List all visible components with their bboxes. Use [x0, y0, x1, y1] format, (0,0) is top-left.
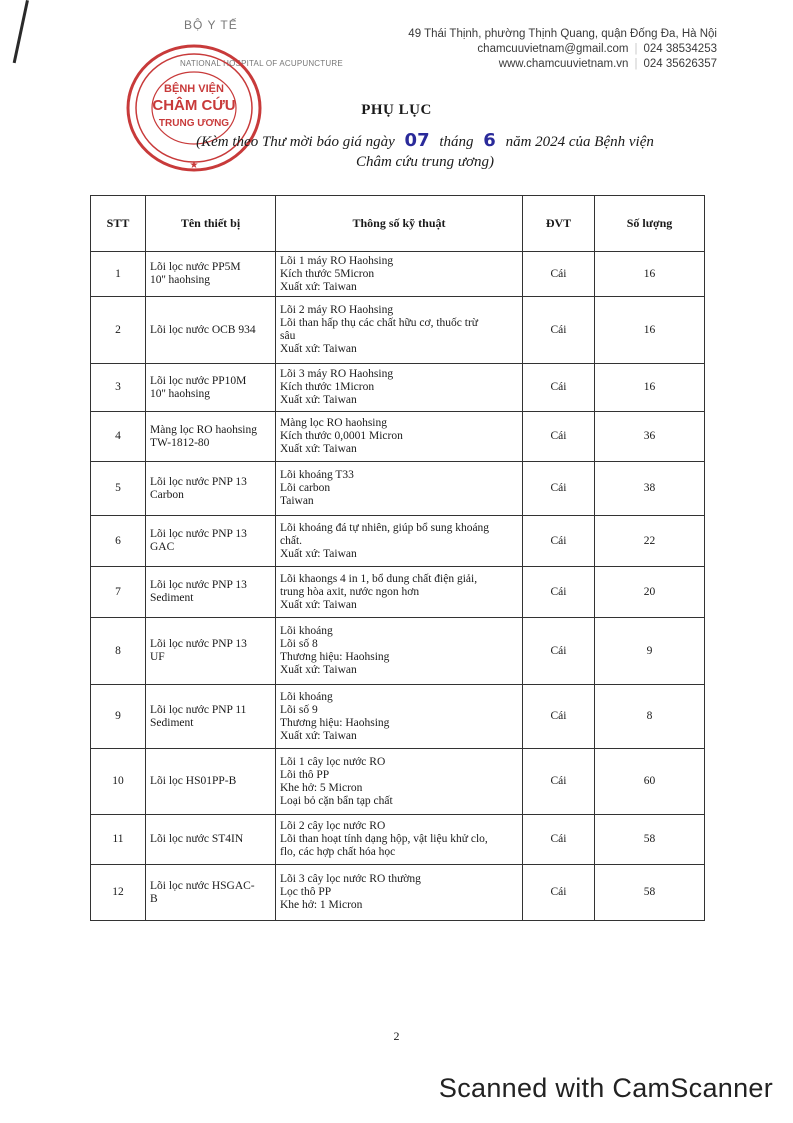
- table-row: [91, 412, 705, 462]
- cell-stt: 6: [91, 516, 146, 567]
- device-name-line: Lõi lọc nước PP10M: [150, 374, 247, 387]
- ministry-name: BỘ Y TẾ: [184, 18, 238, 32]
- cell-device-name: [146, 815, 276, 865]
- spec-line: Xuất xứ: Taiwan: [280, 664, 357, 676]
- cell-stt: 9: [91, 685, 146, 749]
- spec-line: Lõi khoáng: [280, 690, 333, 703]
- table-row: [91, 462, 705, 516]
- header-unit: ĐVT: [523, 196, 595, 252]
- spec-line: Xuất xứ: Taiwan: [280, 343, 357, 355]
- header-quantity: Số lượng: [595, 196, 705, 252]
- scan-edge-mark: [13, 0, 29, 63]
- spec-line: Xuất xứ: Taiwan: [280, 598, 357, 611]
- spec-line: Lõi khoáng: [280, 625, 333, 637]
- cell-stt: 3: [91, 364, 146, 412]
- spec-line: sâu: [280, 330, 296, 342]
- spec-line: Kích thước 0,0001 Micron: [280, 430, 403, 442]
- cell-specifications: [276, 462, 523, 516]
- cell-quantity: 16: [595, 364, 705, 412]
- cell-stt: 7: [91, 567, 146, 618]
- cell-specifications: [276, 412, 523, 462]
- contact-email: chamcuuvietnam@gmail.com: [477, 43, 629, 55]
- table-row: [91, 516, 705, 567]
- cell-unit: Cái: [523, 412, 595, 462]
- cell-unit: Cái: [523, 749, 595, 815]
- spec-line: Xuất xứ: Taiwan: [280, 443, 357, 455]
- table-row: [91, 252, 705, 297]
- cell-unit: Cái: [523, 865, 595, 921]
- table-row: [91, 685, 705, 749]
- handwritten-month: 6: [483, 130, 496, 151]
- header-specifications: Thông số kỹ thuật: [276, 196, 523, 252]
- device-name-line: Màng lọc RO haohsing: [150, 423, 258, 436]
- cell-device-name: [146, 252, 276, 297]
- page-number: 2: [393, 1029, 400, 1043]
- table-row: [91, 865, 705, 921]
- cell-quantity: 58: [595, 815, 705, 865]
- cell-unit: Cái: [523, 618, 595, 685]
- device-name-line: Sediment: [150, 716, 194, 729]
- spec-line: Lõi 3 máy RO Haohsing: [280, 368, 394, 380]
- subtitle-month-word: tháng: [439, 134, 474, 150]
- cell-specifications: [276, 685, 523, 749]
- spec-line: Lõi khoáng đá tự nhiên, giúp bổ sung khoáng: [280, 521, 490, 534]
- cell-stt: 4: [91, 412, 146, 462]
- spec-line: Xuất xứ: Taiwan: [280, 280, 357, 293]
- spec-line: Lõi khaongs 4 in 1, bổ dung chất điện giải,: [280, 572, 478, 585]
- stamp-main-text: CHÂM CỨU: [152, 97, 236, 114]
- cell-device-name: [146, 567, 276, 618]
- document-subtitle: [150, 131, 700, 172]
- contact-address: 49 Thái Thịnh, phường Thịnh Quang, quận Đống Đa, Hà Nội: [408, 28, 717, 40]
- cell-stt: 11: [91, 815, 146, 865]
- cell-specifications: [276, 618, 523, 685]
- cell-stt: 12: [91, 865, 146, 921]
- cell-device-name: [146, 618, 276, 685]
- spec-line: Lõi 2 máy RO Haohsing: [280, 304, 394, 316]
- device-name-line: UF: [150, 651, 165, 663]
- stamp-top-text: BỆNH VIỆN: [164, 83, 224, 95]
- contact-block: 49 Thái Thịnh, phường Thịnh Quang, quận Đống Đa, Hà Nội chamcuuvietnam@gmail.com | 024 38534253 www.chamcuuvietnam.vn | 024 35626357: [408, 28, 717, 70]
- cell-specifications: [276, 815, 523, 865]
- spec-line: Lõi than hoạt tính dạng hộp, vật liệu khử clo,: [280, 833, 488, 845]
- spec-line: Taiwan: [280, 495, 314, 507]
- spec-line: Thương hiệu: Haohsing: [280, 651, 390, 663]
- spec-line: trung hòa axit, nước ngon hơn: [280, 585, 420, 598]
- cell-specifications: [276, 252, 523, 297]
- document-title: PHỤ LỤC: [361, 102, 432, 118]
- contact-website: www.chamcuuvietnam.vn: [498, 58, 629, 70]
- spec-line: Màng lọc RO haohsing: [280, 417, 388, 429]
- cell-specifications: [276, 364, 523, 412]
- spec-line: Lõi 2 cây lọc nước RO: [280, 820, 386, 832]
- cell-specifications: [276, 516, 523, 567]
- cell-quantity: 22: [595, 516, 705, 567]
- cell-quantity: 38: [595, 462, 705, 516]
- stamp-bottom-text: TRUNG ƯƠNG: [158, 118, 230, 129]
- device-name-line: 10'' haohsing: [150, 274, 211, 286]
- device-name-line: Lõi lọc nước PP5M: [150, 261, 241, 273]
- cell-unit: Cái: [523, 567, 595, 618]
- spec-line: Lõi thô PP: [280, 768, 330, 781]
- spec-line: Lõi carbon: [280, 482, 331, 494]
- cell-unit: Cái: [523, 685, 595, 749]
- spec-line: Lõi 1 cây lọc nước RO: [280, 755, 386, 768]
- cell-stt: 8: [91, 618, 146, 685]
- device-name-line: Carbon: [150, 488, 184, 501]
- subtitle-suffix: năm 2024 của Bệnh viện: [505, 134, 654, 150]
- cell-stt: 10: [91, 749, 146, 815]
- header-stt: STT: [91, 196, 146, 252]
- spec-line: Lõi than hấp thụ các chất hữu cơ, thuốc trừ: [280, 317, 479, 329]
- spec-line: Kích thước 1Micron: [280, 381, 375, 393]
- spec-line: Lõi 3 cây lọc nước RO thường: [280, 873, 421, 885]
- cell-specifications: [276, 749, 523, 815]
- device-name-line: Lõi lọc HS01PP-B: [150, 775, 237, 787]
- spec-line: Loại bỏ cặn bẩn tạp chất: [280, 794, 393, 807]
- cell-quantity: 58: [595, 865, 705, 921]
- equipment-table: [90, 195, 705, 921]
- cell-unit: Cái: [523, 516, 595, 567]
- camscanner-watermark: Scanned with CamScanner: [438, 1073, 773, 1103]
- cell-device-name: [146, 685, 276, 749]
- table-row: [91, 749, 705, 815]
- spec-line: Xuất xứ: Taiwan: [280, 729, 357, 742]
- device-name-line: B: [150, 892, 158, 905]
- device-name-line: Lõi lọc nước PNP 13: [150, 579, 247, 591]
- spec-line: flo, các hợp chất hóa học: [280, 846, 396, 858]
- cell-quantity: 8: [595, 685, 705, 749]
- svg-text:★: ★: [189, 160, 199, 171]
- spec-line: Kích thước 5Micron: [280, 267, 375, 280]
- table-row: [91, 567, 705, 618]
- spec-line: Xuất xứ: Taiwan: [280, 394, 357, 406]
- spec-line: chất.: [280, 534, 303, 547]
- subtitle-prefix: (Kèm theo Thư mời báo giá ngày: [196, 134, 395, 150]
- cell-quantity: 16: [595, 297, 705, 364]
- table-row: [91, 364, 705, 412]
- cell-unit: Cái: [523, 815, 595, 865]
- cell-unit: Cái: [523, 252, 595, 297]
- device-name-line: Lõi lọc nước PNP 13: [150, 638, 247, 650]
- cell-device-name: [146, 364, 276, 412]
- spec-line: Khe hở: 5 Micron: [280, 781, 363, 794]
- handwritten-day: 07: [404, 130, 430, 151]
- cell-unit: Cái: [523, 462, 595, 516]
- device-name-line: Lõi lọc nước OCB 934: [150, 323, 256, 336]
- cell-quantity: 36: [595, 412, 705, 462]
- cell-device-name: [146, 749, 276, 815]
- cell-device-name: [146, 462, 276, 516]
- cell-unit: Cái: [523, 297, 595, 364]
- cell-device-name: [146, 412, 276, 462]
- device-name-line: Sediment: [150, 592, 194, 604]
- header-device-name: Tên thiết bị: [146, 196, 276, 252]
- table-row: [91, 297, 705, 364]
- spec-line: Xuất xứ: Taiwan: [280, 547, 357, 560]
- cell-quantity: 9: [595, 618, 705, 685]
- device-name-line: Lõi lọc nước PNP 13: [150, 475, 247, 488]
- table-header-row: [91, 196, 705, 252]
- hospital-english-name: NATIONAL HOSPITAL OF ACUPUNCTURE: [180, 59, 343, 68]
- contact-phone-2: 024 35626357: [643, 58, 717, 70]
- cell-device-name: [146, 516, 276, 567]
- cell-stt: 2: [91, 297, 146, 364]
- contact-phone-1: 024 38534253: [643, 43, 717, 55]
- cell-quantity: 60: [595, 749, 705, 815]
- cell-device-name: [146, 297, 276, 364]
- device-name-line: TW-1812-80: [150, 436, 210, 449]
- cell-specifications: [276, 865, 523, 921]
- table-row: [91, 815, 705, 865]
- cell-unit: Cái: [523, 364, 595, 412]
- device-name-line: Lõi lọc nước PNP 11: [150, 703, 247, 716]
- device-name-line: Lõi lọc nước ST4IN: [150, 833, 244, 845]
- cell-specifications: [276, 297, 523, 364]
- cell-quantity: 20: [595, 567, 705, 618]
- cell-specifications: [276, 567, 523, 618]
- spec-line: Lõi khoáng T33: [280, 469, 354, 481]
- spec-line: Lõi 1 máy RO Haohsing: [280, 254, 394, 267]
- cell-stt: 5: [91, 462, 146, 516]
- device-name-line: Lõi lọc nước PNP 13: [150, 528, 247, 540]
- device-name-line: Lõi lọc nước HSGAC-: [150, 879, 255, 892]
- spec-line: Lọc thô PP: [280, 886, 332, 898]
- device-name-line: 10'' haohsing: [150, 387, 211, 400]
- device-name-line: GAC: [150, 541, 175, 553]
- spec-line: Khe hở: 1 Micron: [280, 899, 363, 911]
- cell-stt: 1: [91, 252, 146, 297]
- spec-line: Thương hiệu: Haohsing: [280, 716, 390, 729]
- cell-quantity: 16: [595, 252, 705, 297]
- spec-line: Lõi số 8: [280, 638, 318, 650]
- table-row: [91, 618, 705, 685]
- subtitle-line-2: Châm cứu trung ương): [355, 154, 495, 170]
- cell-device-name: [146, 865, 276, 921]
- spec-line: Lõi số 9: [280, 703, 318, 716]
